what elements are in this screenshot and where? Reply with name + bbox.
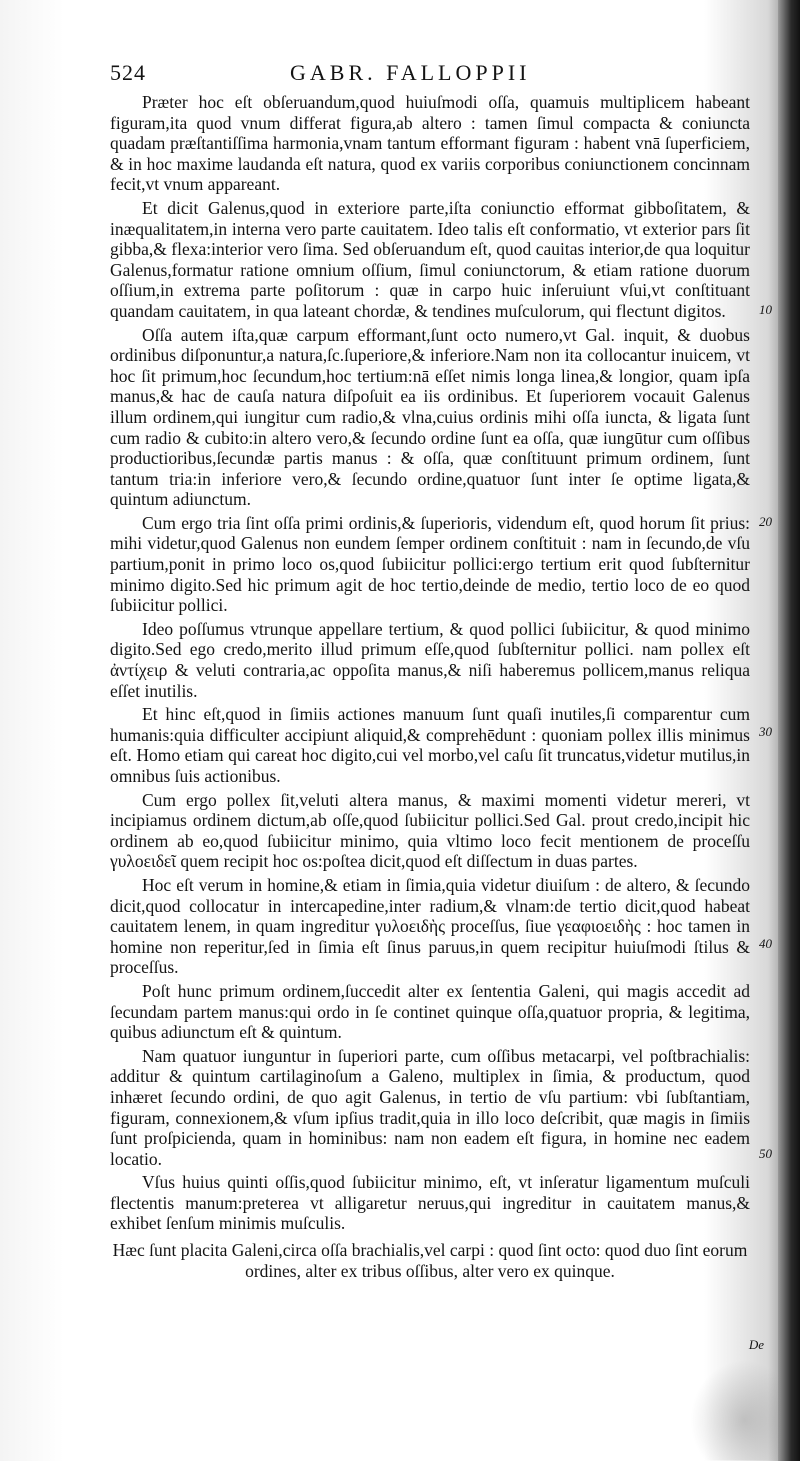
paragraph: Nam quatuor iunguntur in ſuperiori parte, cum oſſibus metacarpi, vel poſtbrachialis: additur & quintum cartilaginoſum a Galeno, multiplex in ſimia, & productum, quod inhæret ſecundo ordini, de quo agit Galenus, in tertio de vſu partium: vbi ſubſtantiam, figuram, connexionem,& vſum ipſius tradit,quia in illo loco deſcribit, quæ magis in ſimiis ſunt proſpicienda, quam in hominibus: nam non eadem eſt figura, in homine nec eadem locatio. xyxy=(110,1045,750,1169)
closing-paragraph: Hæc ſunt placita Galeni,circa oſſa brachialis,vel carpi : quod ſint octo: quod duo ſint eorum ordines, alter ex tribus oſſibus, alter vero ex quinque. xyxy=(112,1240,748,1281)
paragraph: Præter hoc eſt obſeruandum,quod huiuſmodi oſſa, quamuis multiplicem habeant figuram,ita quod vnum differat figura,ab altero : tamen ſimul compacta & coniuncta quadam præſtantiſſima harmonia,vnam tantum efformant figuram : habent vnā ſuperficiem, & in hoc maxime laudanda eſt natura, quod ex variis corporibus coniunctionem concinnam fecit,vt vnum appareant. xyxy=(110,92,750,195)
paragraph: Ideo poſſumus vtrunque appellare tertium, & quod pollici ſubiicitur, & quod minimo digito.Sed ego credo,merito illud primum eſſe,quod ſubſternitur pollici. nam pollex eſt ἀντίχειρ & veluti contraria,ac oppoſita manus,& niſi haberemus pollicem,manus reliqua eſſet inutilis. xyxy=(110,618,750,701)
margin-line-number: 10 xyxy=(759,302,772,317)
paragraph: Oſſa autem iſta,quæ carpum efformant,ſunt octo numero,vt Gal. inquit, & duobus ordinibus diſponuntur,a natura,ſc.ſuperiore,& inferiore.Nam non ita collocantur inuicem, vt hoc ſit primum,hoc ſecundum,hoc tertium:nā eſſet nimis longa linea,& longior, quam ipſa manus,& hac de cauſa natura diſpoſuit ea iis ordinibus. Et ſuperiorem vocauit Galenus illum ordinem,qui iungitur cum radio,& vlna,cuius ordinis mihi oſſa iuncta, & ligata ſunt cum radio & cubito:in altero vero,& ſecundo ordine ſunt ea oſſa, quæ iungūtur cum oſſibus productioribus,ſecundæ partis manus : & oſſa, quæ conſtituunt primum ordinem, ſunt tantum tria:in inferiore vero,& ſecundo ordine,quatuor ſunt inter ſe optime ligata,& quintum adiunctum. xyxy=(110,324,750,510)
paragraph: Poſt hunc primum ordinem,ſuccedit alter ex ſententia Galeni, qui magis accedit ad ſecundam partem manus:qui ordo in ſe continet quinque oſſa,quatuor propria, & legitima, quibus adiunctum eſt & quintum. xyxy=(110,980,750,1043)
paragraph: Cum ergo pollex ſit,veluti altera manus, & maximi momenti videtur mereri, vt incipiamus ordinem dictum,ab oſſe,quod ſubiicitur pollici.Sed Gal. prout credo,incipit hic ordinem ab eo,quod ſubiicitur minimo, quia vltimo loco fecit mentionem de proceſſu γυλοειδεῖ quem recipit hoc os:poſtea dicit,quod eſt diſſectum in duas partes. xyxy=(110,789,750,872)
body-text xyxy=(110,92,750,1284)
page-edge-shadow xyxy=(778,0,800,1461)
margin-line-number: 40 xyxy=(759,936,772,951)
paragraph: Cum ergo tria ſint oſſa primi ordinis,& ſuperioris, videndum eſt, quod horum ſit prius: mihi videtur,quod Galenus non eundem ſemper ordinem conſtituit : nam in ſecundo,de vſu partium,ponit in primo loco os,quod ſubiicitur pollici:ergo tertium erit quod ſubſternitur minimo digito.Sed hic primum agit de hoc tertio,deinde de medio, tertio loco de eo quod ſubiicitur pollici. xyxy=(110,512,750,616)
margin-line-number: 50 xyxy=(759,1146,772,1161)
catchword: De xyxy=(748,1337,764,1352)
paragraph: Et hinc eſt,quod in ſimiis actiones manuum ſunt quaſi inutiles,ſi comparentur cum humanis:quia difficulter accipiunt aliquid,& comprehēdunt : quoniam pollex illis minimus eſt. Homo etiam qui careat hoc digito,cui vel morbo,vel caſu ſit truncatus,videtur mutilus,in omnibus ſuis actionibus. xyxy=(110,704,750,786)
paper-stain xyxy=(690,1360,780,1460)
paragraph: Vſus huius quinti oſſis,quod ſubiicitur minimo, eſt, vt inſeratur ligamentum muſculi flectentis manum:preterea vt alligaretur neruus,qui ingreditur in cauitatem manus,& exhibet ſenſum minimis muſculis. xyxy=(110,1172,750,1234)
running-head: GABR. FALLOPPII xyxy=(290,60,531,85)
margin-line-number: 20 xyxy=(759,514,772,529)
paragraph: Hoc eſt verum in homine,& etiam in ſimia,quia videtur diuiſum : de altero, & ſecundo dicit,quod collocatur in intercapedine,inter radium,& vlnam:de tertio dicit,quod habeat cauitatem lenem, in quam ingreditur γυλοειδὴς proceſſus, ſiue γεαφιοειδὴς : hoc tamen in homine non reperitur,ſed in ſimia eſt ſinus paruus,in quem recipitur huiuſmodi ſtilus & proceſſus. xyxy=(110,874,750,978)
margin-line-number: 30 xyxy=(759,724,772,739)
paragraph: Et dicit Galenus,quod in exteriore parte,iſta coniunctio efformat gibboſitatem, & inæqualitatem,in interna vero parte cauitatem. Ideo talis eſt conformatio, vt exterior pars ſit gibba,& flexa:interior vero ſima. Sed obſeruandum eſt, quod cauitas interior,de qua loquitur Galenus,formatur ratione omnium oſſium, ſimul coniunctorum, & etiam ratione duorum oſſium,in extrema parte poſitorum : quæ in carpo huic inſeruiunt vſui,vt conſtituant quandam cauitatem, in qua lateant chordæ, & tendines muſculorum, qui flectunt digitos. xyxy=(110,197,750,321)
page-number: 524 xyxy=(110,60,146,85)
